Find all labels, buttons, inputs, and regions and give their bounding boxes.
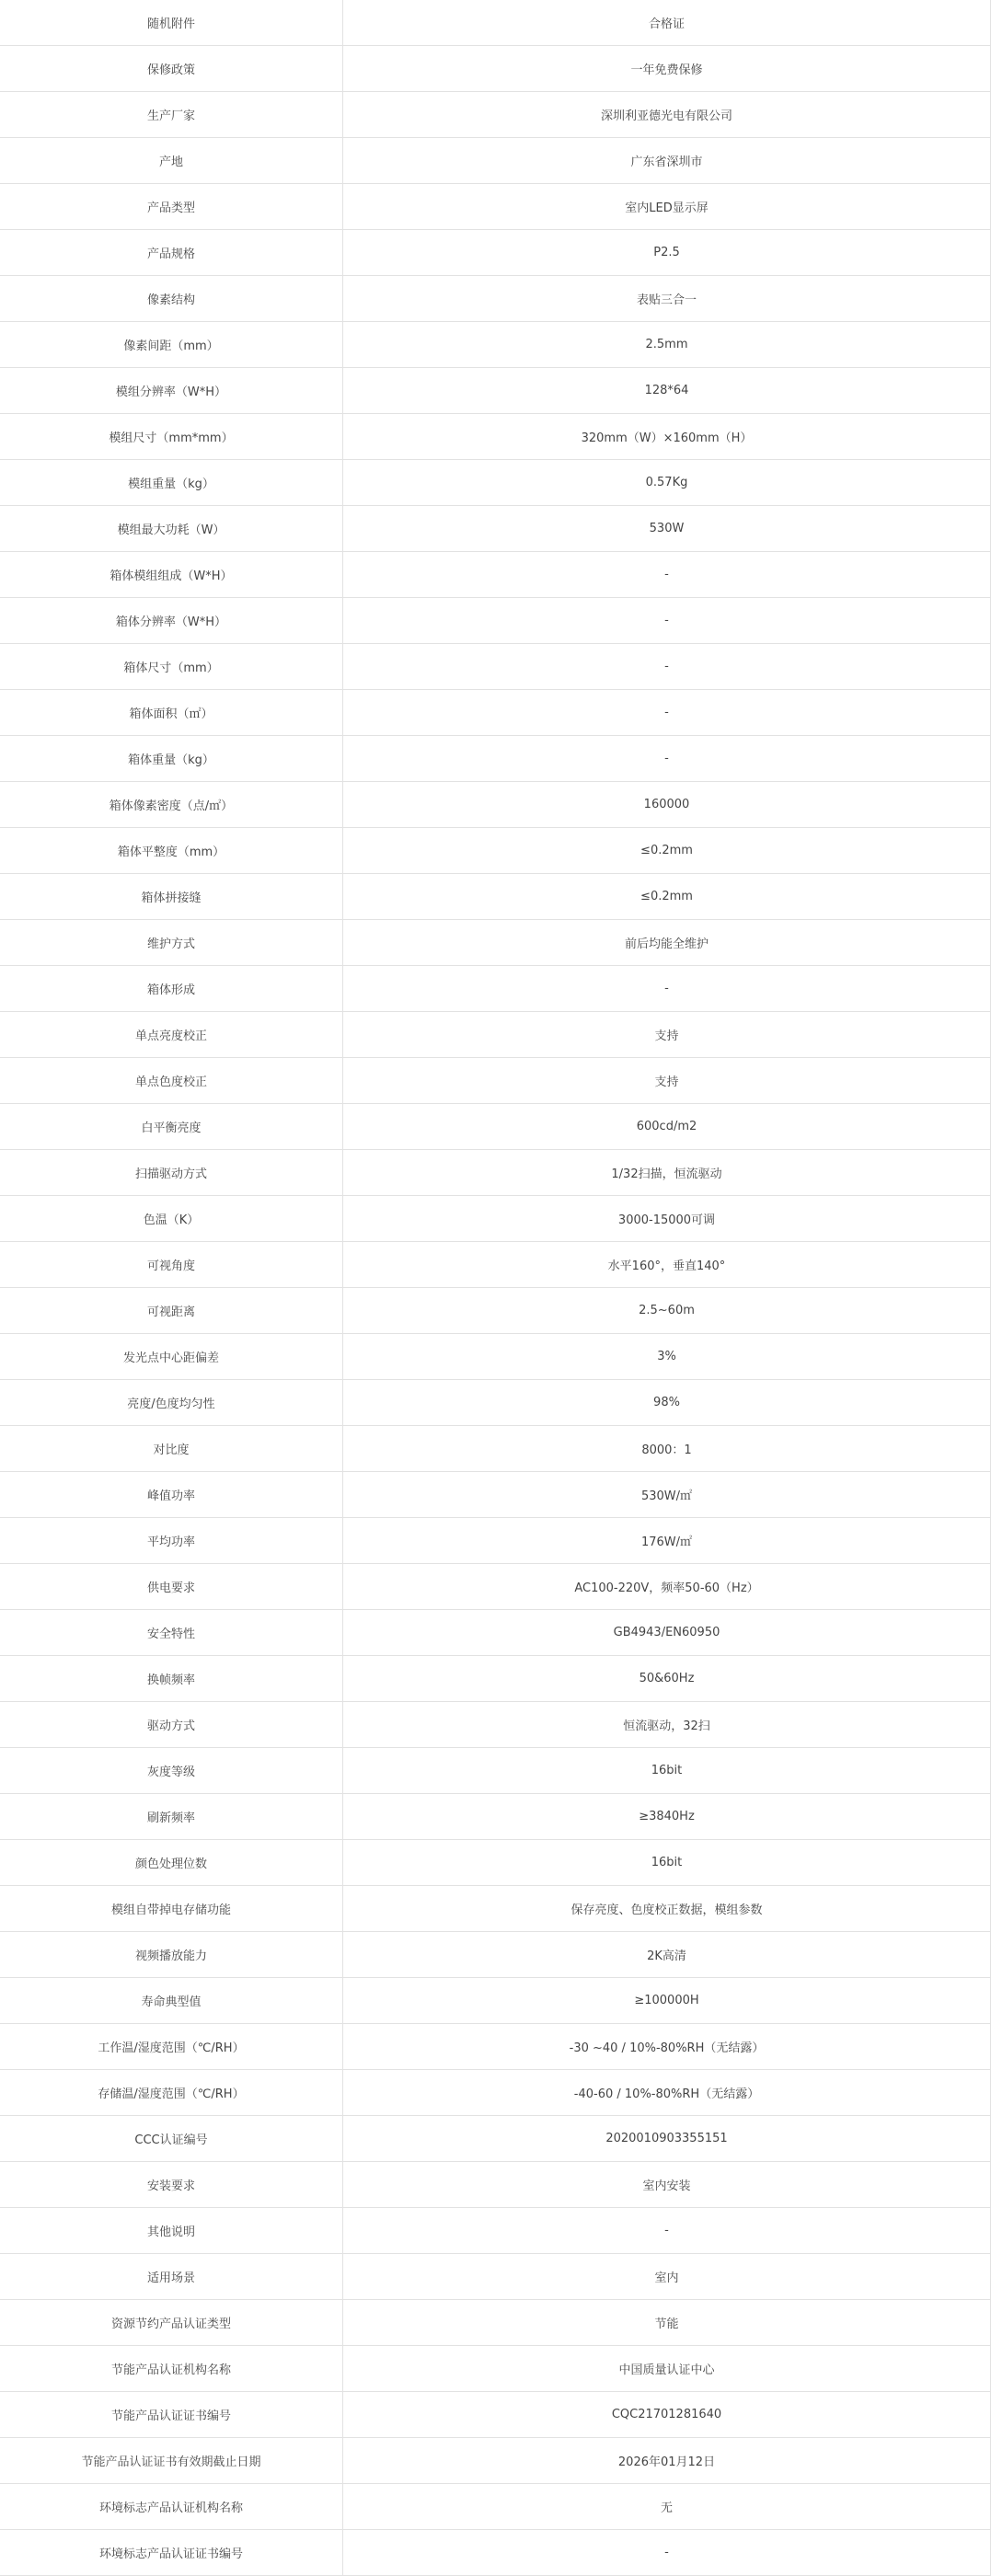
spec-value: 广东省深圳市: [343, 138, 991, 184]
spec-label: 其他说明: [0, 2208, 343, 2254]
table-row: [0, 276, 991, 322]
spec-label: 存储温/湿度范围（℃/RH）: [0, 2070, 343, 2116]
table-row: [0, 1104, 991, 1150]
spec-value: 16bit: [343, 1748, 991, 1794]
table-row: [0, 2300, 991, 2346]
spec-label: 模组自带掉电存储功能: [0, 1886, 343, 1932]
table-row: [0, 1150, 991, 1196]
spec-label: 刷新频率: [0, 1794, 343, 1840]
spec-label: 节能产品认证证书编号: [0, 2392, 343, 2438]
table-row: [0, 1518, 991, 1564]
spec-label: 换帧频率: [0, 1656, 343, 1702]
table-row: [0, 874, 991, 920]
spec-value: AC100-220V，频率50-60（Hz）: [343, 1564, 991, 1610]
spec-value: 无: [343, 2484, 991, 2530]
spec-value: -: [343, 2208, 991, 2254]
spec-value: -30 ~40 / 10%-80%RH（无结露）: [343, 2024, 991, 2070]
table-row: [0, 1978, 991, 2024]
spec-value: 恒流驱动，32扫: [343, 1702, 991, 1748]
spec-label: 环境标志产品认证机构名称: [0, 2484, 343, 2530]
table-row: [0, 368, 991, 414]
spec-value: 前后均能全维护: [343, 920, 991, 966]
table-row: [0, 1564, 991, 1610]
spec-label: 亮度/色度均匀性: [0, 1380, 343, 1426]
spec-label: 模组分辨率（W*H）: [0, 368, 343, 414]
spec-value: -: [343, 690, 991, 736]
spec-value: 3%: [343, 1334, 991, 1380]
spec-value: 600cd/m2: [343, 1104, 991, 1150]
table-row: [0, 506, 991, 552]
spec-value: -: [343, 552, 991, 598]
spec-label: 箱体面积（㎡）: [0, 690, 343, 736]
table-row: [0, 2530, 991, 2576]
table-row: [0, 138, 991, 184]
spec-value: 支持: [343, 1058, 991, 1104]
spec-value: 2K高清: [343, 1932, 991, 1978]
spec-label: 环境标志产品认证证书编号: [0, 2530, 343, 2576]
spec-label: 供电要求: [0, 1564, 343, 1610]
spec-value: 2.5~60m: [343, 1288, 991, 1334]
table-row: [0, 2484, 991, 2530]
spec-label: 适用场景: [0, 2254, 343, 2300]
spec-value: 0.57Kg: [343, 460, 991, 506]
table-row: [0, 2116, 991, 2162]
table-row: [0, 644, 991, 690]
spec-label: 箱体重量（kg）: [0, 736, 343, 782]
spec-label: 模组最大功耗（W）: [0, 506, 343, 552]
spec-value: 节能: [343, 2300, 991, 2346]
table-row: [0, 736, 991, 782]
table-row: [0, 828, 991, 874]
spec-label: 对比度: [0, 1426, 343, 1472]
table-row: [0, 2392, 991, 2438]
spec-value: 室内LED显示屏: [343, 184, 991, 230]
table-row: [0, 552, 991, 598]
spec-label: 发光点中心距偏差: [0, 1334, 343, 1380]
table-row: [0, 1196, 991, 1242]
spec-value: 8000：1: [343, 1426, 991, 1472]
table-row: [0, 2254, 991, 2300]
spec-value: 表贴三合一: [343, 276, 991, 322]
spec-label: 扫描驱动方式: [0, 1150, 343, 1196]
table-row: [0, 1748, 991, 1794]
table-row: [0, 1932, 991, 1978]
table-row: [0, 1242, 991, 1288]
spec-value: ≥100000H: [343, 1978, 991, 2024]
spec-label: 箱体平整度（mm）: [0, 828, 343, 874]
spec-label: 维护方式: [0, 920, 343, 966]
table-row: [0, 460, 991, 506]
table-row: [0, 414, 991, 460]
spec-label: 驱动方式: [0, 1702, 343, 1748]
table-row: [0, 1794, 991, 1840]
table-row: [0, 1380, 991, 1426]
spec-label: 箱体拼接缝: [0, 874, 343, 920]
spec-label: 寿命典型值: [0, 1978, 343, 2024]
spec-label: 工作温/湿度范围（℃/RH）: [0, 2024, 343, 2070]
table-row: [0, 2162, 991, 2208]
spec-value: 3000-15000可调: [343, 1196, 991, 1242]
spec-value: 128*64: [343, 368, 991, 414]
spec-value: -: [343, 644, 991, 690]
table-row: [0, 2024, 991, 2070]
spec-label: 视频播放能力: [0, 1932, 343, 1978]
table-row: [0, 92, 991, 138]
spec-label: 像素间距（mm）: [0, 322, 343, 368]
spec-value: -: [343, 736, 991, 782]
spec-value: -: [343, 2530, 991, 2576]
spec-label: 安全特性: [0, 1610, 343, 1656]
table-row: [0, 230, 991, 276]
table-row: [0, 1610, 991, 1656]
table-row: [0, 322, 991, 368]
spec-value: 深圳利亚德光电有限公司: [343, 92, 991, 138]
table-row: [0, 1426, 991, 1472]
spec-value: GB4943/EN60950: [343, 1610, 991, 1656]
table-row: [0, 1472, 991, 1518]
table-row: [0, 0, 991, 46]
spec-value: 320mm（W）×160mm（H）: [343, 414, 991, 460]
spec-value: ≤0.2mm: [343, 874, 991, 920]
spec-value: 1/32扫描，恒流驱动: [343, 1150, 991, 1196]
spec-value: 2026年01月12日: [343, 2438, 991, 2484]
spec-label: 灰度等级: [0, 1748, 343, 1794]
spec-label: CCC认证编号: [0, 2116, 343, 2162]
spec-label: 单点亮度校正: [0, 1012, 343, 1058]
spec-label: 产地: [0, 138, 343, 184]
table-row: [0, 2346, 991, 2392]
spec-label: 平均功率: [0, 1518, 343, 1564]
table-row: [0, 1012, 991, 1058]
spec-value: 保存亮度、色度校正数据，模组参数: [343, 1886, 991, 1932]
spec-label: 模组重量（kg）: [0, 460, 343, 506]
spec-value: ≤0.2mm: [343, 828, 991, 874]
spec-label: 峰值功率: [0, 1472, 343, 1518]
spec-value: 50&60Hz: [343, 1656, 991, 1702]
spec-value: 160000: [343, 782, 991, 828]
spec-label: 箱体模组组成（W*H）: [0, 552, 343, 598]
spec-label: 可视角度: [0, 1242, 343, 1288]
spec-label: 模组尺寸（mm*mm）: [0, 414, 343, 460]
table-row: [0, 1886, 991, 1932]
table-row: [0, 1334, 991, 1380]
spec-label: 节能产品认证证书有效期截止日期: [0, 2438, 343, 2484]
spec-label: 单点色度校正: [0, 1058, 343, 1104]
spec-value: 水平160°，垂直140°: [343, 1242, 991, 1288]
spec-label: 箱体形成: [0, 966, 343, 1012]
spec-value: -40-60 / 10%-80%RH（无结露）: [343, 2070, 991, 2116]
spec-label: 随机附件: [0, 0, 343, 46]
spec-value: 98%: [343, 1380, 991, 1426]
table-row: [0, 1058, 991, 1104]
spec-label: 资源节约产品认证类型: [0, 2300, 343, 2346]
table-row: [0, 782, 991, 828]
table-row: [0, 184, 991, 230]
spec-label: 节能产品认证机构名称: [0, 2346, 343, 2392]
table-row: [0, 920, 991, 966]
spec-label: 箱体像素密度（点/㎡）: [0, 782, 343, 828]
table-row: [0, 1840, 991, 1886]
spec-label: 箱体尺寸（mm）: [0, 644, 343, 690]
spec-label: 产品规格: [0, 230, 343, 276]
spec-value: ≥3840Hz: [343, 1794, 991, 1840]
spec-value: 室内: [343, 2254, 991, 2300]
spec-label: 颜色处理位数: [0, 1840, 343, 1886]
spec-value: 2.5mm: [343, 322, 991, 368]
spec-value: 530W/㎡: [343, 1472, 991, 1518]
spec-label: 安装要求: [0, 2162, 343, 2208]
spec-value: -: [343, 598, 991, 644]
spec-value: -: [343, 966, 991, 1012]
spec-label: 像素结构: [0, 276, 343, 322]
table-row: [0, 46, 991, 92]
spec-label: 产品类型: [0, 184, 343, 230]
table-row: [0, 2438, 991, 2484]
table-row: [0, 598, 991, 644]
spec-value: 一年免费保修: [343, 46, 991, 92]
table-row: [0, 2208, 991, 2254]
spec-label: 白平衡亮度: [0, 1104, 343, 1150]
spec-value: 2020010903355151: [343, 2116, 991, 2162]
spec-label: 生产厂家: [0, 92, 343, 138]
spec-value: 176W/㎡: [343, 1518, 991, 1564]
table-row: [0, 2070, 991, 2116]
spec-value: 中国质量认证中心: [343, 2346, 991, 2392]
spec-value: P2.5: [343, 230, 991, 276]
spec-value: 支持: [343, 1012, 991, 1058]
spec-label: 保修政策: [0, 46, 343, 92]
table-row: [0, 966, 991, 1012]
table-row: [0, 1656, 991, 1702]
spec-value: CQC21701281640: [343, 2392, 991, 2438]
spec-value: 16bit: [343, 1840, 991, 1886]
spec-value: 530W: [343, 506, 991, 552]
spec-label: 箱体分辨率（W*H）: [0, 598, 343, 644]
table-row: [0, 1288, 991, 1334]
table-row: [0, 690, 991, 736]
spec-label: 色温（K）: [0, 1196, 343, 1242]
spec-label: 可视距离: [0, 1288, 343, 1334]
spec-value: 合格证: [343, 0, 991, 46]
table-row: [0, 1702, 991, 1748]
spec-value: 室内安装: [343, 2162, 991, 2208]
